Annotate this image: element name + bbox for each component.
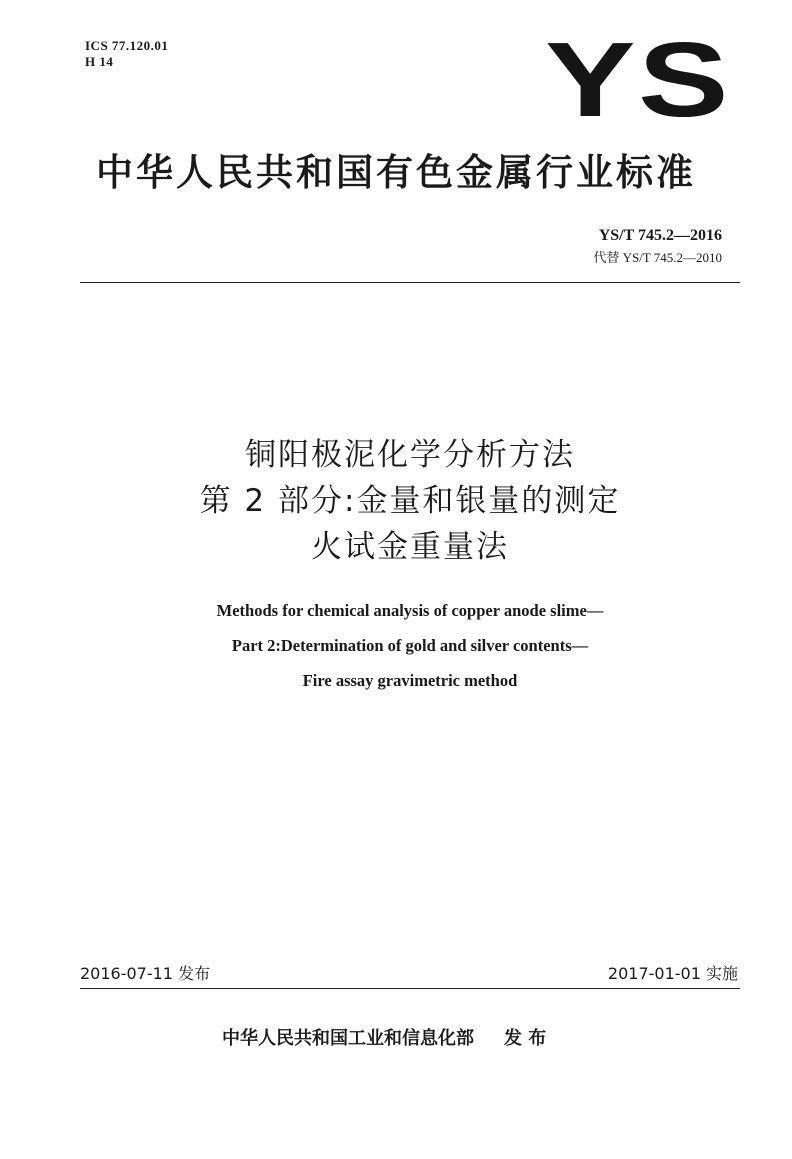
classification-codes bbox=[85, 38, 168, 70]
issue-date: 2016-07-11 发布 bbox=[80, 964, 211, 983]
chinese-title bbox=[0, 432, 792, 570]
chinese-title-line-1: 铜阳极泥化学分析方法 bbox=[245, 437, 575, 473]
chinese-title-line-3: 火试金重量法 bbox=[311, 529, 509, 565]
english-title-line-3: Fire assay gravimetric method bbox=[302, 671, 518, 690]
ys-logo: YS bbox=[545, 21, 732, 139]
header-divider bbox=[80, 282, 740, 283]
ccs-code: H 14 bbox=[85, 54, 114, 69]
issue-action: 发 布 bbox=[504, 1028, 547, 1049]
implementation-date: 2017-01-01 实施 bbox=[607, 964, 738, 983]
chinese-title-line-2: 第 2 部分:金量和银量的测定 bbox=[199, 483, 621, 519]
english-title-line-2: Part 2:Determination of gold and silver contents— bbox=[231, 636, 589, 655]
replaces-code: 代替 YS/T 745.2—2010 bbox=[593, 250, 722, 265]
ics-code: ICS 77.120.01 bbox=[85, 38, 169, 53]
standard-code-block bbox=[593, 226, 722, 268]
english-title-line-1: Methods for chemical analysis of copper anode slime— bbox=[216, 601, 604, 620]
standard-code: YS/T 745.2—2016 bbox=[598, 227, 722, 244]
standard-category-title: 中华人民共和国有色金属行业标准 bbox=[96, 151, 696, 194]
issuer-name: 中华人民共和国工业和信息化部 bbox=[222, 1028, 474, 1049]
footer-divider bbox=[80, 988, 740, 989]
issuing-authority bbox=[222, 1026, 546, 1052]
english-title bbox=[0, 593, 792, 698]
